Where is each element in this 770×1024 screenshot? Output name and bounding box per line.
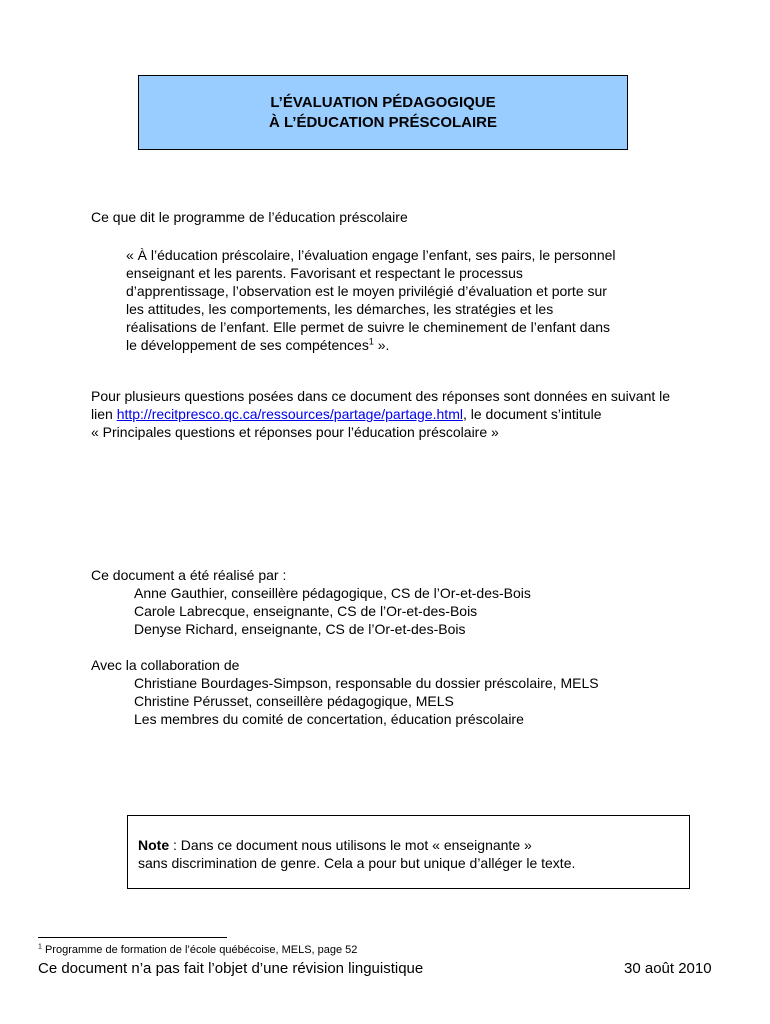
quote-line: enseignant et les parents. Favorisant et respectant le processus: [126, 265, 523, 281]
collaboration-section: [91, 656, 599, 728]
lien-suffix: , le document s’intitule: [462, 406, 602, 422]
credit-person: Denyse Richard, enseignante, CS de l’Or-et-des-Bois: [134, 621, 466, 637]
note-line-2: sans discrimination de genre. Cela a pour but unique d’alléger le texte.: [138, 855, 576, 871]
title-box: [138, 75, 628, 150]
questions-paragraph: [91, 387, 731, 441]
note-text-1: : Dans ce document nous utilisons le mot « enseignante »: [169, 837, 532, 853]
quote-line: réalisations de l’enfant. Elle permet de suivre le cheminement de l’enfant dans: [126, 319, 611, 335]
intro-heading: Ce que dit le programme de l’éducation préscolaire: [91, 209, 408, 225]
quote-last-line-text: le développement de ses compétences: [126, 337, 369, 353]
questions-line-1: Pour plusieurs questions posées dans ce document des réponses sont données en suivant le: [91, 388, 671, 404]
collaborator: Les membres du comité de concertation, éducation préscolaire: [134, 711, 524, 727]
partage-link[interactable]: http://recitpresco.qc.ca/ressources/partage/partage.html: [116, 406, 463, 422]
footer-date: 30 août 2010: [624, 960, 712, 977]
quote-line: « À l’éducation préscolaire, l’évaluation engage l’enfant, ses pairs, le personnel: [126, 247, 616, 263]
footnote-number: 1: [38, 943, 42, 951]
footnote-reference[interactable]: 1: [368, 336, 374, 347]
quote-line: les attitudes, les comportements, les démarches, les stratégies et les: [126, 301, 554, 317]
program-quote: [126, 246, 666, 354]
lien-prefix: lien: [91, 406, 117, 422]
questions-line-3: « Principales questions et réponses pour l’éducation préscolaire »: [91, 424, 499, 440]
credit-person: Anne Gauthier, conseillère pédagogique, CS de l’Or-et-des-Bois: [134, 585, 531, 601]
footer-disclaimer: Ce document n’a pas fait l’objet d’une révision linguistique: [38, 960, 424, 977]
credit-person: Carole Labrecque, enseignante, CS de l’Or-et-des-Bois: [134, 603, 478, 619]
collaborator: Christine Pérusset, conseillère pédagogique, MELS: [134, 693, 454, 709]
credits-heading: Ce document a été réalisé par :: [91, 567, 287, 583]
collaborator: Christiane Bourdages-Simpson, responsable du dossier préscolaire, MELS: [134, 675, 599, 691]
footnote: [38, 943, 357, 957]
title-line-1: L’ÉVALUATION PÉDAGOGIQUE: [270, 93, 496, 111]
footnote-text: Programme de formation de l’école québécoise, MELS, page 52: [41, 944, 358, 956]
note-label: Note: [138, 837, 170, 853]
footnote-separator: [38, 937, 227, 938]
quote-closing: ».: [373, 337, 390, 353]
collaboration-heading: Avec la collaboration de: [91, 657, 240, 673]
note-box: [127, 815, 690, 889]
note-line-1: [138, 836, 689, 854]
quote-line: d’apprentissage, l’observation est le moyen privilégié d’évaluation et porte sur: [126, 283, 607, 299]
credits-section: [91, 566, 531, 638]
questions-line-2: [91, 405, 731, 423]
title-line-2: À L’ÉDUCATION PRÉSCOLAIRE: [268, 113, 498, 131]
quote-last-line: [126, 336, 666, 354]
